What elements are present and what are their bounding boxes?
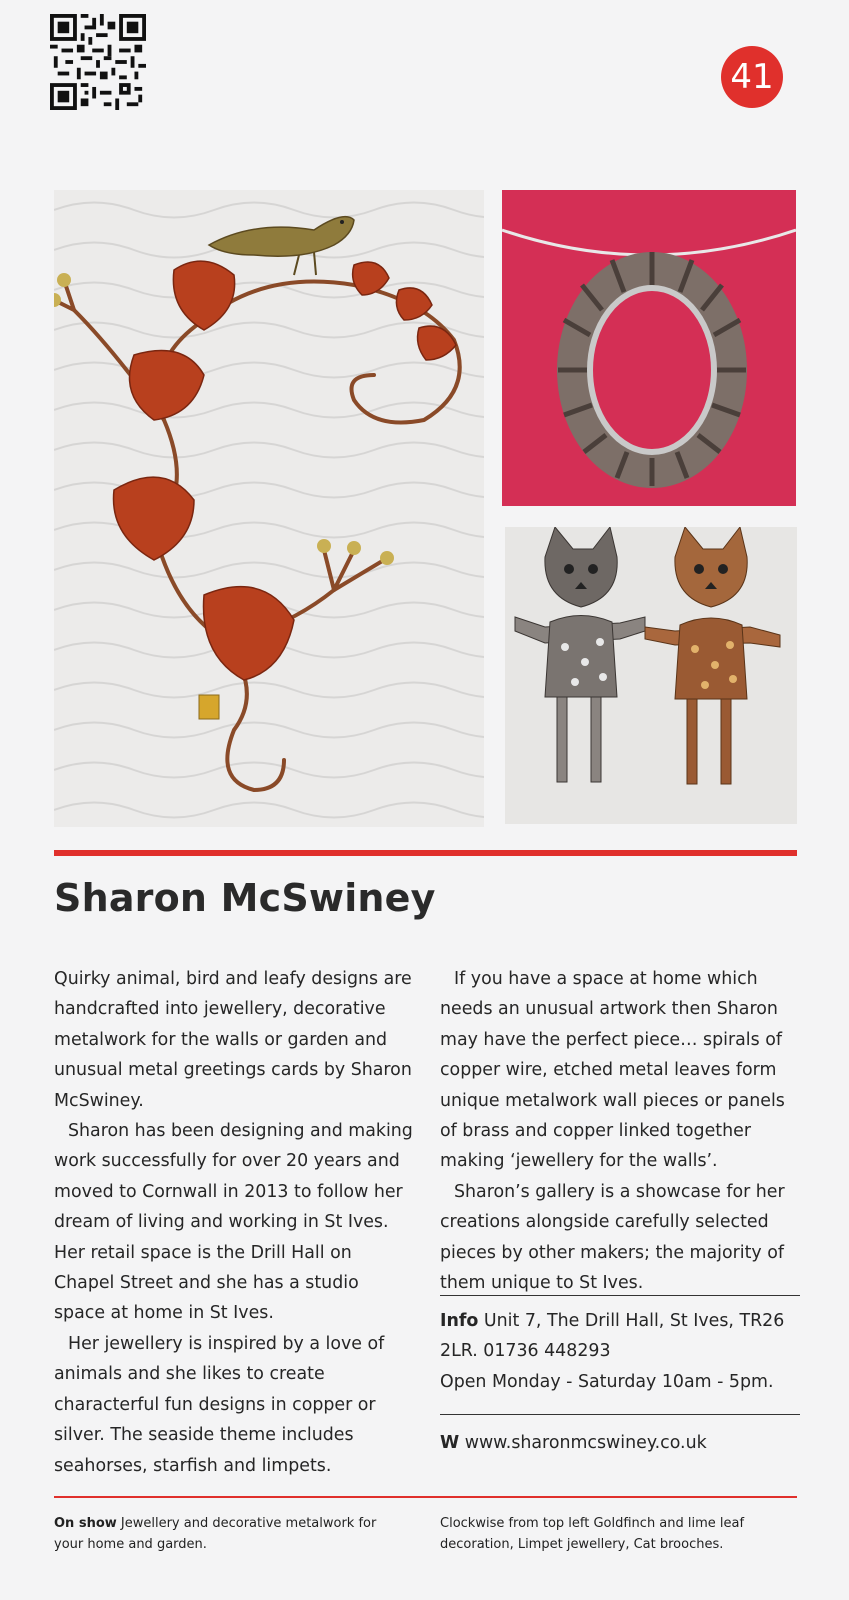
info-hours: Open Monday - Saturday 10am - 5pm. bbox=[440, 1371, 774, 1392]
info-block bbox=[440, 1306, 802, 1397]
body-paragraph: Sharon’s gallery is a showcase for her creations alongside carefully selected pieces by other makers; the majority of them unique to St Ives. bbox=[440, 1181, 785, 1294]
info-address bbox=[440, 1306, 802, 1367]
info-divider-top bbox=[440, 1295, 800, 1296]
section-divider-top bbox=[54, 850, 797, 856]
body-paragraph: Quirky animal, bird and leafy designs are handcrafted into jewellery, decorative metalwork for the walls or garden and unusual metal greetings cards by Sharon McSwiney. bbox=[54, 969, 412, 1111]
body-paragraph: If you have a space at home which needs an unusual artwork then Sharon may have the perfect piece… spirals of copper wire, etched metal leaves form unique metalwork wall pieces or panels of brass and copper linked together making ‘jewellery for the walls’. bbox=[440, 969, 785, 1172]
body-paragraph: Sharon has been designing and making work successfully for over 20 years and moved to Cornwall in 2013 to follow her dream of living and working in St Ives. Her retail space is the Drill Hall on Chapel Street and she has a studio space at home in St Ives. bbox=[54, 1121, 413, 1324]
on-show-note bbox=[54, 1513, 384, 1555]
on-show-label: On show bbox=[54, 1516, 117, 1531]
photo-caption: Clockwise from top left Goldfinch and lime leaf decoration, Limpet jewellery, Cat brooches. bbox=[440, 1516, 745, 1552]
body-paragraph: Her jewellery is inspired by a love of animals and she likes to create characterful fun designs in copper or silver. The seaside theme includes seahorses, starfish and limpets. bbox=[54, 1333, 385, 1476]
cat-brooches-photo bbox=[505, 527, 797, 824]
website-link[interactable]: www.sharonmcswiney.co.uk bbox=[459, 1433, 707, 1453]
qr-code bbox=[50, 14, 146, 110]
info-label: Info bbox=[440, 1311, 479, 1331]
body-column-left bbox=[54, 964, 414, 1481]
info-divider-bottom bbox=[440, 1414, 800, 1415]
goldfinch-leaf-photo bbox=[54, 190, 484, 827]
body-column-right bbox=[440, 964, 802, 1298]
info-address-text: Unit 7, The Drill Hall, St Ives, TR26 2LR. 01736 448293 bbox=[440, 1311, 785, 1362]
website-line bbox=[440, 1428, 802, 1458]
section-divider-bottom bbox=[54, 1496, 797, 1498]
page-number-badge: 41 bbox=[721, 46, 783, 108]
website-label: W bbox=[440, 1433, 460, 1453]
limpet-pendant-photo bbox=[502, 190, 796, 506]
on-show-text: Jewellery and decorative metalwork for your home and garden. bbox=[54, 1516, 377, 1552]
article-title: Sharon McSwiney bbox=[54, 876, 436, 920]
